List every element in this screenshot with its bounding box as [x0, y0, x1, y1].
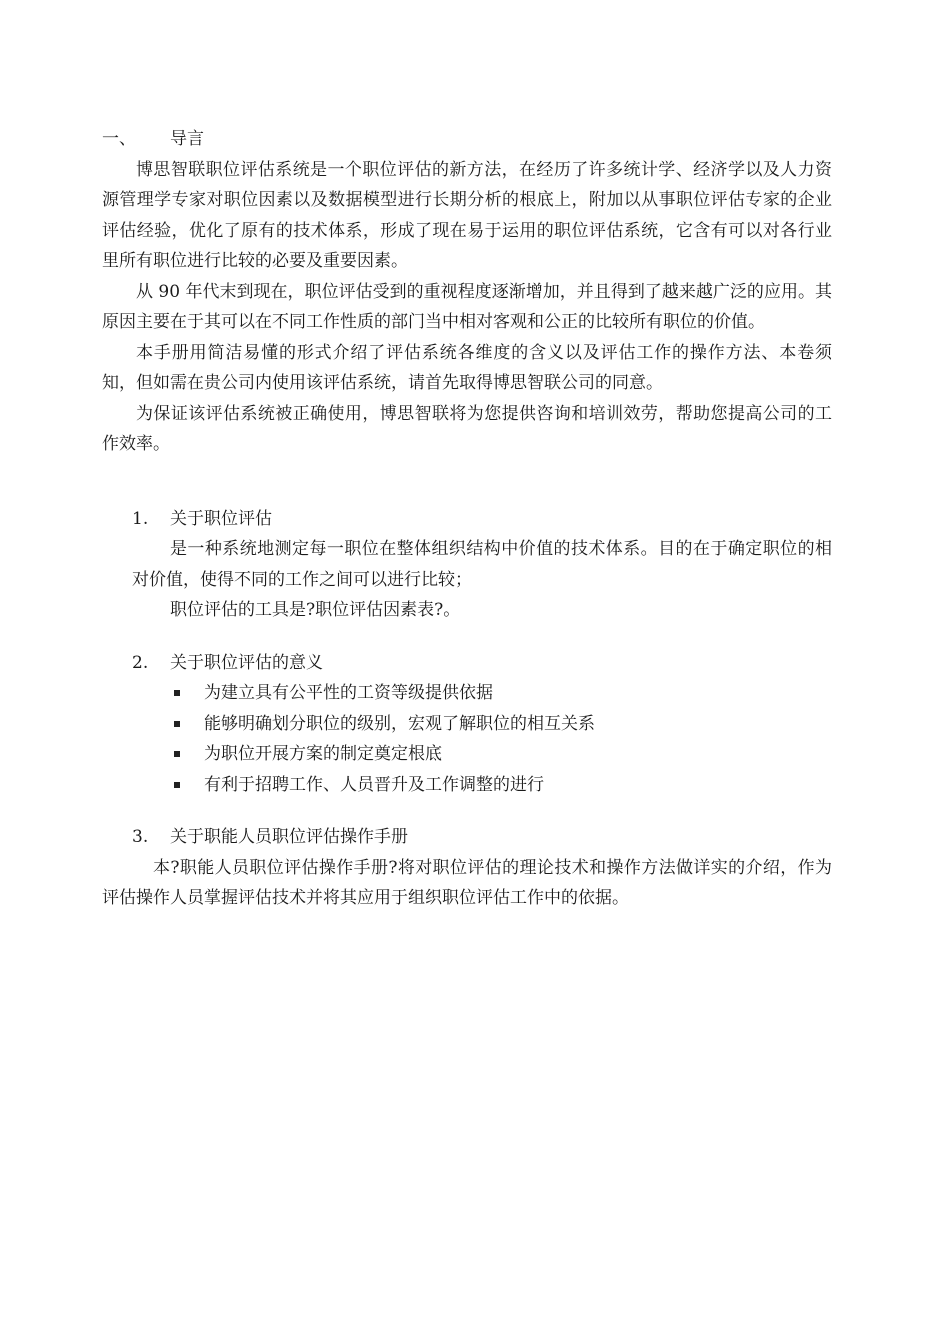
section-3-paragraph: 本?职能人员职位评估操作手册?将对职位评估的理论技术和操作方法做详实的介绍，作为评估操作人员掌握评估技术并将其应用于组织职位评估工作中的依据。	[102, 857, 832, 908]
intro-paragraph: 为保证该评估系统被正确使用，博思智联将为您提供咨询和培训效劳，帮助您提高公司的工作效率。	[102, 403, 832, 454]
list-item	[174, 678, 832, 709]
list-item-text: 有利于招聘工作、人员晋升及工作调整的进行	[204, 774, 544, 795]
section-3-body	[102, 853, 832, 914]
section-1-paragraph: 职位评估的工具是?职位评估因素表?。	[170, 600, 461, 620]
section-1-heading	[102, 504, 832, 535]
section-gap	[102, 482, 832, 504]
intro-heading-title: 导言	[170, 129, 204, 149]
section-gap	[102, 800, 832, 822]
section-2-bullet-list	[102, 678, 832, 800]
intro-paragraph: 博思智联职位评估系统是一个职位评估的新方法，在经历了许多统计学、经济学以及人力资源管理学专家对职位因素以及数据模型进行长期分析的根底上，附加以从事职位评估专家的企业评估经验，优化了原有的技术体系，形成了现在易于运用的职位评估系统，它含有可以对各行业里所有职位进行比较的必要及重要因素。	[102, 159, 832, 271]
list-item-text: 能够明确划分职位的级别，宏观了解职位的相互关系	[204, 713, 595, 734]
list-item	[174, 770, 832, 801]
section-1-number: 1.	[132, 508, 149, 529]
intro-paragraph: 本手册用简洁易懂的形式介绍了评估系统各维度的含义以及评估工作的操作方法、本卷须知，但如需在贵公司内使用该评估系统，请首先取得博思智联公司的同意。	[102, 342, 832, 393]
intro-paragraph: 从 90 年代末到现在，职位评估受到的重视程度逐渐增加，并且得到了越来越广泛的应用。其原因主要在于其可以在不同工作性质的部门当中相对客观和公正的比较所有职位的价值。	[102, 281, 832, 332]
section-3-number: 3.	[132, 827, 149, 847]
square-bullet-icon	[174, 721, 180, 727]
section-3-title: 关于职能人员职位评估操作手册	[170, 827, 408, 847]
list-item-text: 为建立具有公平性的工资等级提供依据	[204, 683, 493, 703]
section-3-heading	[102, 822, 832, 853]
square-bullet-icon	[174, 782, 180, 788]
square-bullet-icon	[174, 690, 180, 696]
list-item	[174, 709, 832, 740]
section-2-heading	[102, 648, 832, 679]
section-gap	[102, 626, 832, 648]
list-item	[174, 739, 832, 770]
section-1-paragraph: 是一种系统地测定每一职位在整体组织结构中价值的技术体系。目的在于确定职位的相对价值，使得不同的工作之间可以进行比较；	[132, 539, 832, 590]
square-bullet-icon	[174, 751, 180, 757]
section-gap	[102, 460, 832, 482]
section-1-body	[132, 534, 832, 626]
section-2-title: 关于职位评估的意义	[170, 652, 323, 673]
list-item-text: 为职位开展方案的制定奠定根底	[204, 744, 442, 764]
document-content	[102, 124, 832, 914]
section-1-title: 关于职位评估	[170, 508, 272, 529]
intro-heading	[102, 124, 832, 155]
intro-heading-number: 一、	[102, 129, 136, 149]
section-2-number: 2.	[132, 652, 149, 673]
